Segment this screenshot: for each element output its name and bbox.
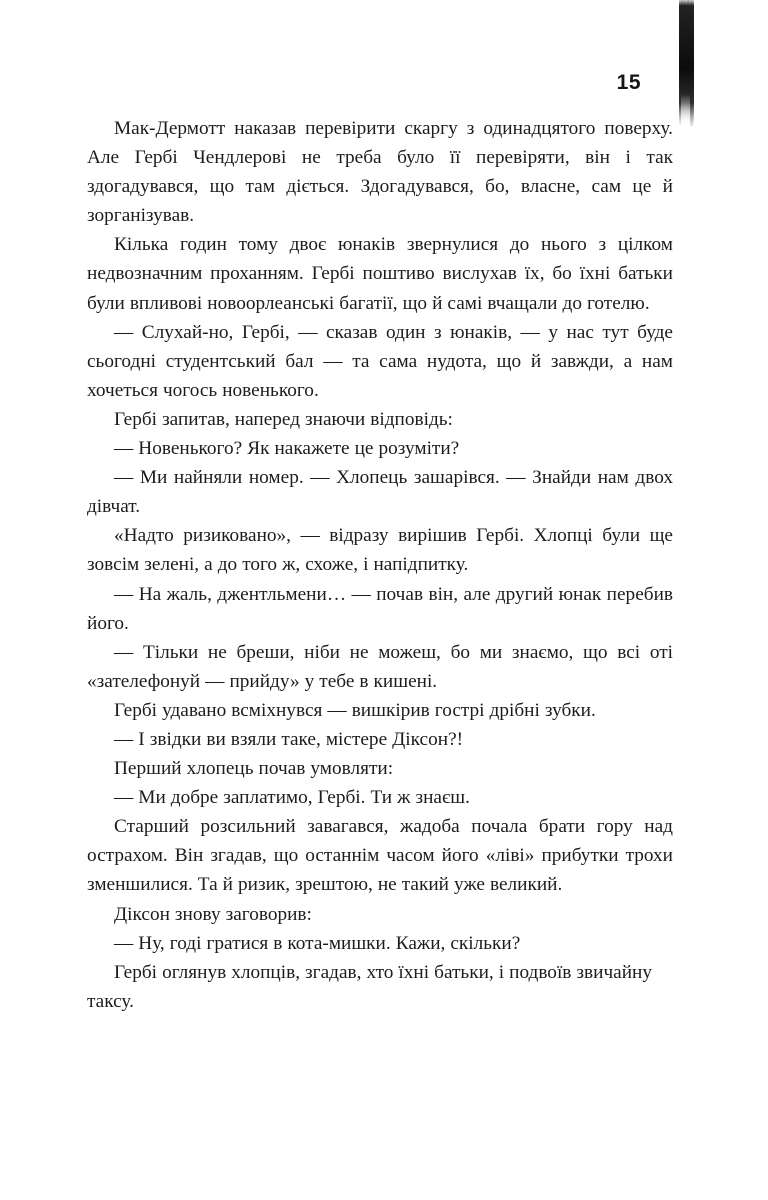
paragraph: Кілька годин тому двоє юнаків звернулися до нього з цілком недвозначним проханням. Гербі поштиво вислухав їх, бо їхні батьки були впливові новоорлеанські багатії, що й самі вчащали до готелю. (87, 234, 673, 314)
paragraph: — Слухай-но, Гербі, — сказав один з юнаків, — у нас тут буде сьогодні студентський бал — та сама нудота, що й завжди, а нам хочеться чогось новенького. (87, 321, 673, 401)
book-spine-shadow-icon (679, 0, 694, 126)
paragraph: Перший хлопець почав умовляти: (114, 758, 394, 780)
paragraph: Діксон знову заговорив: (114, 903, 312, 925)
paragraph: — Новенького? Як накажете це розуміти? (114, 438, 460, 460)
paragraph: — Тільки не бреши, ніби не можеш, бо ми знаємо, що всі оті «зателефонуй — прийду» у тебе в кишені. (87, 641, 673, 692)
paragraph: — Ми найняли номер. — Хлопець зашарівся. — Знайди нам двох дівчат. (87, 467, 673, 518)
paragraph: Гербі запитав, наперед знаючи відповідь: (114, 408, 453, 430)
spine-gradient-core (679, 0, 694, 126)
paragraph: — Ну, годі гратися в кота-мишки. Кажи, скільки? (114, 932, 521, 954)
spine-gradient-taper (681, 94, 690, 128)
page-number: 15 (616, 71, 641, 94)
paragraph: Гербі удавано всміхнувся — вишкірив гострі дрібні зубки. (114, 699, 596, 721)
paragraph: Мак-Дермотт наказав перевірити скаргу з одинадцятого поверху. Але Гербі Чендлерові не треба було її перевіряти, він і так здогадувався, що там діється. Здогадувався, бо, власне, сам це й зорганізував. (87, 118, 673, 227)
paragraph: Гербі оглянув хлопців, згадав, хто їхні батьки, і подвоїв звичайну таксу. (87, 961, 653, 1012)
paragraph: Старший розсильний завагався, жадоба почала брати гору над острахом. Він згадав, що останнім часом його «ліві» прибутки трохи зменшилися. Та й ризик, зрештою, не такий уже великий. (87, 816, 673, 896)
paragraph: — І звідки ви взяли таке, містере Діксон?! (114, 728, 464, 750)
body-text-column (87, 114, 673, 1016)
paragraph: — Ми добре заплатимо, Гербі. Ти ж знаєш. (114, 787, 470, 809)
paragraph: — На жаль, джентльмени… — почав він, але другий юнак перебив його. (87, 583, 673, 634)
paragraph: «Надто ризиковано», — відразу вирішив Гербі. Хлопці були ще зовсім зелені, а до того ж, схоже, і напідпитку. (87, 525, 673, 576)
